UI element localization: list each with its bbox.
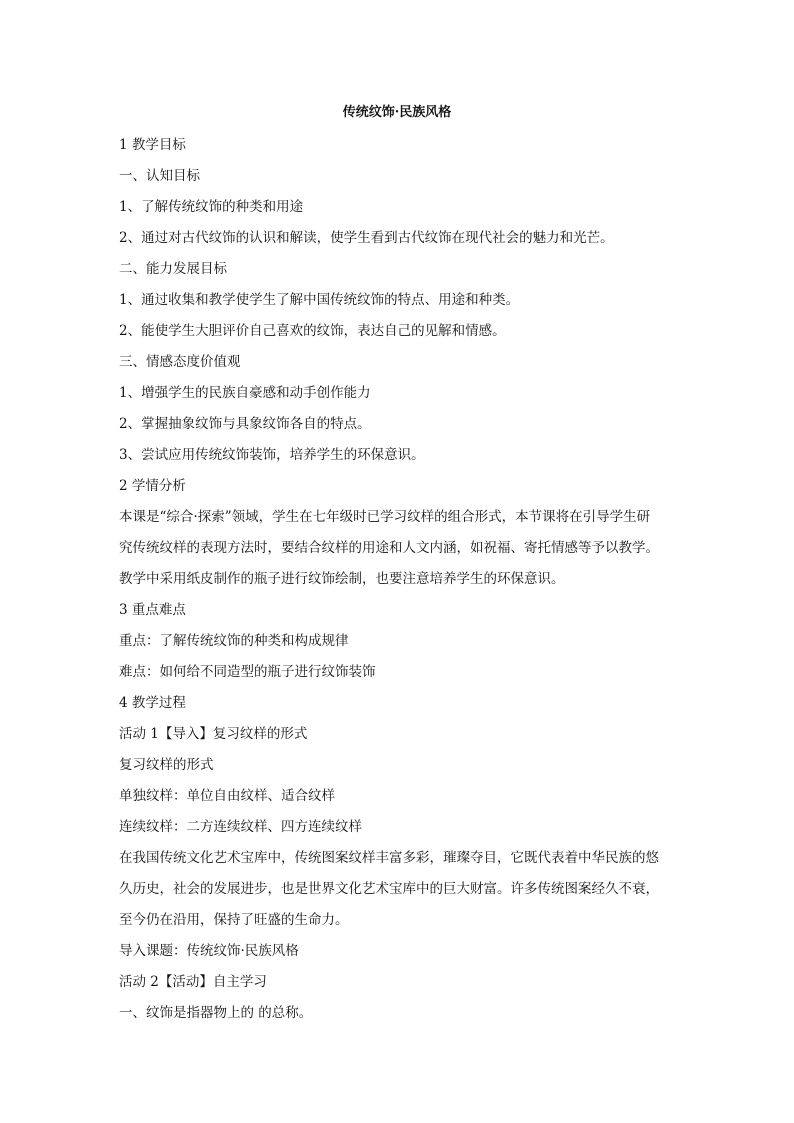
ability-goal-2: 2、能使学生大胆评价自己喜欢的纹饰，表达自己的见解和情感。 (119, 323, 506, 339)
single-pattern: 单独纹样：单位自由纹样、适合纹样 (119, 788, 335, 804)
cognitive-goal-1: 1、了解传统纹饰的种类和用途 (119, 199, 304, 215)
heading-learner-analysis: 2 学情分析 (119, 478, 186, 494)
document-body (119, 130, 681, 1029)
emotion-goal-1: 1、增强学生的民族自豪感和动手创作能力 (119, 385, 371, 401)
heading-emotion-goals: 三、情感态度价值观 (119, 354, 241, 370)
ability-goal-1: 1、通过收集和教学使学生了解中国传统纹饰的特点、用途和种类。 (119, 292, 520, 308)
key-point: 重点：了解传统纹饰的种类和构成规律 (119, 633, 349, 649)
activity-2-heading: 活动 2【活动】自主学习 (119, 974, 267, 990)
heading-cognitive-goals: 一、认知目标 (119, 168, 200, 184)
heading-key-points: 3 重点难点 (119, 602, 186, 618)
emotion-goal-2: 2、掌握抽象纹饰与具象纹饰各自的特点。 (119, 416, 371, 432)
analysis-paragraph-line: 本课是“综合·探索”领域，学生在七年级时已学习纹样的组合形式，本节课将在引导学生研 (119, 509, 651, 525)
continuous-pattern: 连续纹样：二方连续纹样、四方连续纹样 (119, 819, 362, 835)
intro-paragraph-line: 至今仍在沿用，保持了旺盛的生命力。 (119, 912, 349, 928)
heading-teaching-goals: 1 教学目标 (119, 137, 186, 153)
intro-paragraph-line: 在我国传统文化艺术宝库中，传统图案纹样丰富多彩，璀璨夺目，它既代表着中华民族的悠 (119, 850, 659, 866)
cognitive-goal-2: 2、通过对古代纹饰的认识和解读，使学生看到古代纹饰在现代社会的魅力和光芒。 (119, 230, 614, 246)
difficult-point: 难点：如何给不同造型的瓶子进行纹饰装饰 (119, 664, 376, 680)
analysis-paragraph-line: 教学中采用纸皮制作的瓶子进行纹饰绘制，也要注意培养学生的环保意识。 (119, 571, 565, 587)
heading-teaching-process: 4 教学过程 (119, 695, 186, 711)
emotion-goal-3: 3、尝试应用传统纹饰装饰，培养学生的环保意识。 (119, 447, 425, 463)
analysis-paragraph-line: 究传统纹样的表现方法时，要结合纹样的用途和人文内涵，如祝福、寄托情感等予以教学。 (119, 540, 659, 556)
question-1: 一、纹饰是指器物上的 的总称。 (119, 1005, 313, 1021)
intro-paragraph-line: 久历史，社会的发展进步，也是世界文化艺术宝库中的巨大财富。许多传统图案经久不衰， (119, 881, 659, 897)
review-pattern-forms: 复习纹样的形式 (119, 757, 214, 773)
document-title: 传统纹饰·民族风格 (342, 105, 452, 120)
lesson-topic: 导入课题：传统纹饰·民族风格 (119, 943, 299, 959)
heading-ability-goals: 二、能力发展目标 (119, 261, 227, 277)
activity-1-heading: 活动 1【导入】复习纹样的形式 (119, 726, 308, 742)
